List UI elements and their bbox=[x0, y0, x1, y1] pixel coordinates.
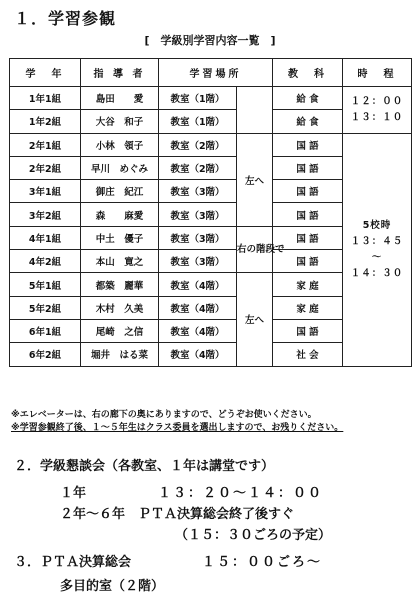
time-lunch-start: １２：００ bbox=[350, 95, 404, 107]
section-3-title: ３．ＰＴＡ決算総会 bbox=[14, 555, 132, 570]
table-title: [ 学級別学習内容一覧 ] bbox=[144, 34, 276, 47]
grade1-label: １年 bbox=[60, 486, 87, 501]
section-1-title: １．学習参観 bbox=[14, 9, 117, 28]
time-lunch-end: １３：１０ bbox=[350, 111, 404, 123]
header-place: 学習場所 bbox=[159, 59, 273, 87]
location-blank bbox=[237, 87, 273, 134]
subject-cell: 給 食 bbox=[273, 110, 343, 133]
room-cell: 教室（4階） bbox=[159, 296, 237, 319]
grade-cell: 2年1組 bbox=[10, 133, 81, 156]
subject-cell: 国 語 bbox=[273, 250, 343, 273]
room-cell: 教室（2階） bbox=[159, 133, 237, 156]
grade-cell: 2年2組 bbox=[10, 156, 81, 179]
teacher-cell: 御庄 紀江 bbox=[81, 180, 159, 203]
location-left-2: 左へ bbox=[237, 273, 273, 366]
subject-cell: 家 庭 bbox=[273, 296, 343, 319]
note-class-committee: ※学習参観終了後、１～５年生はクラス委員を選出しますので、お残りください。 bbox=[11, 423, 344, 433]
header-time: 時 程 bbox=[343, 59, 412, 87]
room-cell: 教室（4階） bbox=[159, 343, 237, 366]
section-2-title: ２．学級懇談会（各教室、１年は講堂です） bbox=[14, 459, 275, 474]
subject-cell: 国 語 bbox=[273, 203, 343, 226]
teacher-cell: 小林 領子 bbox=[81, 133, 159, 156]
teacher-cell: 堀井 はる菜 bbox=[81, 343, 159, 366]
teacher-cell: 島田 愛 bbox=[81, 87, 159, 110]
teacher-cell: 本山 寛之 bbox=[81, 250, 159, 273]
time-fifth-period bbox=[343, 133, 412, 366]
section-3-time: １５：００ごろ～ bbox=[202, 555, 323, 570]
room-cell: 教室（4階） bbox=[159, 273, 237, 296]
section-3-line bbox=[14, 551, 323, 570]
teacher-cell: 早川 めぐみ bbox=[81, 156, 159, 179]
time-class-start: １３：４５ bbox=[350, 235, 404, 247]
subject-cell: 国 語 bbox=[273, 156, 343, 179]
grade-cell: 5年1組 bbox=[10, 273, 81, 296]
room-cell: 教室（1階） bbox=[159, 87, 237, 110]
subject-cell: 国 語 bbox=[273, 319, 343, 342]
grade1-time: １３：２０～１４：００ bbox=[158, 486, 324, 501]
room-cell: 教室（4階） bbox=[159, 319, 237, 342]
grade-cell: 3年2組 bbox=[10, 203, 81, 226]
subject-cell: 家 庭 bbox=[273, 273, 343, 296]
grade-cell: 3年1組 bbox=[10, 180, 81, 203]
table-row bbox=[10, 87, 412, 110]
grade2-6-note: （１５：３０ごろの予定） bbox=[175, 528, 332, 543]
subject-cell: 給 食 bbox=[273, 87, 343, 110]
table-header-row bbox=[10, 59, 412, 87]
teacher-cell: 中土 優子 bbox=[81, 226, 159, 249]
time-lunch bbox=[343, 87, 412, 134]
grade-cell: 4年2組 bbox=[10, 250, 81, 273]
notes bbox=[11, 409, 416, 435]
subject-cell: 社 会 bbox=[273, 343, 343, 366]
header-subject: 教 科 bbox=[273, 59, 343, 87]
subject-cell: 国 語 bbox=[273, 133, 343, 156]
time-class-label: 5校時 bbox=[362, 219, 392, 231]
room-cell: 教室（1階） bbox=[159, 110, 237, 133]
time-class-end: １４：３０ bbox=[350, 267, 404, 279]
subject-cell: 国 語 bbox=[273, 226, 343, 249]
grade1-line bbox=[60, 482, 324, 501]
room-cell: 教室（2階） bbox=[159, 156, 237, 179]
room-cell: 教室（3階） bbox=[159, 180, 237, 203]
teacher-cell: 尾崎 之信 bbox=[81, 319, 159, 342]
grade2-6-line: ２年～６年 ＰＴＡ決算総会終了後すぐ bbox=[60, 507, 295, 522]
teacher-cell: 都築 麗華 bbox=[81, 273, 159, 296]
grade-cell: 6年1組 bbox=[10, 319, 81, 342]
grade-cell: 4年1組 bbox=[10, 226, 81, 249]
subject-cell: 国 語 bbox=[273, 180, 343, 203]
room-cell: 教室（3階） bbox=[159, 226, 237, 249]
room-cell: 教室（3階） bbox=[159, 203, 237, 226]
location-right-stairs: 右の階段で bbox=[237, 226, 273, 273]
grade-cell: 5年2組 bbox=[10, 296, 81, 319]
section-3-place: 多目的室（２階） bbox=[60, 579, 165, 594]
grade-cell: 1年2組 bbox=[10, 110, 81, 133]
teacher-cell: 森 麻愛 bbox=[81, 203, 159, 226]
grade-cell: 1年1組 bbox=[10, 87, 81, 110]
header-grade: 学 年 bbox=[10, 59, 81, 87]
header-teacher: 指 導 者 bbox=[81, 59, 159, 87]
location-left-1: 左へ bbox=[237, 133, 273, 226]
teacher-cell: 大谷 和子 bbox=[81, 110, 159, 133]
table-row bbox=[10, 133, 412, 156]
schedule-table bbox=[9, 58, 412, 367]
room-cell: 教室（3階） bbox=[159, 250, 237, 273]
grade-cell: 6年2組 bbox=[10, 343, 81, 366]
time-class-tilde: ～ bbox=[371, 251, 383, 263]
teacher-cell: 木村 久美 bbox=[81, 296, 159, 319]
note-elevator: ※エレベーターは、右の廊下の奥にありますので、どうぞお使いください。 bbox=[11, 410, 317, 420]
